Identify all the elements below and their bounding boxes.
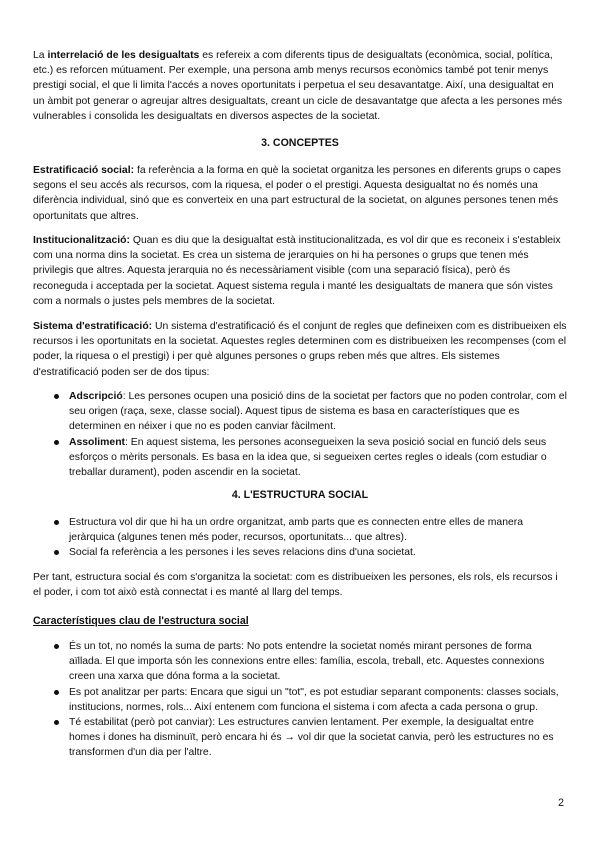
- institucionalitzacio-paragraph: Institucionalització: Quan es diu que la desigualtat està institucionalitzada, es vol dir que es reconeix i s'estableix com una norma dins la societat. Es crea un sistema de jerarquies on hi ha persones o grups que tenen més privilegis que altres. Aquesta jerarquia no és necessàriament visible (com una separació física), però és reconeguda i acceptada per la societat. Aquest sistema regula i manté les desigualtats de manera que són vistes com a normals o justes pels membres de la societat.: [33, 235, 561, 307]
- bullet-icon: [54, 644, 59, 649]
- list-item: Té estabilitat (però pot canviar): Les estructures canvien lentament. Per exemple, la desigualtat entre homes i dones ha disminuït, però encara hi és → vol dir que la societat canvia, però les estructures no es transformen d'un dia per l'altre.: [33, 715, 567, 761]
- bullet-icon: [54, 550, 59, 555]
- bullet-icon: [54, 440, 59, 445]
- estratificacio-term: Estratificació social:: [33, 165, 135, 176]
- bullet-icon: [54, 690, 59, 695]
- pertant-paragraph: Per tant, estructura social és com s'organitza la societat: com es distribueixen les persones, els rols, els recursos i el poder, i com tot això està connectat i es manté al llarg del temps.: [33, 572, 558, 599]
- list-item: És un tot, no només la suma de parts: No pots entendre la societat només mirant persones de forma aïllada. El que importa són les connexions entre elles: família, escola, treball, etc. Aquestes connexions creen una xarxa que dóna forma a la societat.: [33, 639, 567, 685]
- caracteristiques-list: [33, 639, 567, 761]
- estructura-list: [33, 515, 567, 561]
- list-item: Adscripció: Les persones ocupen una posició dins de la societat per factors que no poden controlar, com el seu origen (raça, sexe, classe social). Aquest tipus de sistema es basa en característiques que es determinen en néixer i que no es poden canviar fàcilment.: [33, 389, 567, 435]
- intro-paragraph: La interrelació de les desigualtats es refereix a com diferents tipus de desigualtats (econòmica, social, política, etc.) es reforcen mútuament. Per exemple, una persona amb menys recursos econòmics també pot tenir menys prestigi social, el que li limita l'accés a noves oportunitats i perpetua el seu desavantatge. Així, una desigualtat en un àmbit pot generar o agreujar altres desigualtats, creant un cicle de desavantatge que afecta a les persones més vulnerables i consolida les desigualtats en diversos aspectes de la societat.: [33, 50, 563, 122]
- list-item: Social fa referència a les persones i les seves relacions dins d'una societat.: [33, 545, 567, 560]
- section-4-heading: 4. L'ESTRUCTURA SOCIAL: [231, 489, 369, 501]
- bullet-icon: [54, 520, 59, 525]
- sistema-term: Sistema d'estratificació:: [33, 321, 153, 332]
- list-item: Es pot analitzar per parts: Encara que sigui un "tot", es pot estudiar separant components: classes socials, institucions, normes, rols... Així entenem com funciona el sistema i com afecta a cada persona o grup.: [33, 685, 567, 715]
- list-item: Estructura vol dir que hi ha un ordre organitzat, amb parts que es connecten entre elles de manera jeràrquica (algunes tenen més poder, recursos, oportunitats... que altres).: [33, 515, 567, 545]
- caracteristiques-heading: Característiques clau de l'estructura social: [33, 615, 249, 627]
- section-3-heading: 3. CONCEPTES: [261, 137, 339, 149]
- bullet-icon: [54, 720, 59, 725]
- bullet-icon: [54, 394, 59, 399]
- estratificacio-paragraph: Estratificació social: fa referència a la forma en què la societat organitza les persones en diferents grups o capes segons el seu accés als recursos, com la riquesa, el poder o el prestigi. Aquesta desigualtat no és només una diferència individual, sinó que es converteix en una part estructural de la societat, on algunes persones tenen més oportunitats que altres.: [33, 165, 561, 222]
- page-number: 2: [558, 797, 564, 809]
- intro-term: interrelació de les desigualtats: [47, 50, 200, 61]
- sistema-paragraph: Sistema d'estratificació: Un sistema d'estratificació és el conjunt de regles que defineixen com es distribueixen els recursos i les oportunitats en la societat. Aquestes regles determinen com es distribueixen les recompenses (com el poder, la riquesa o el prestigi) i per què algunes persones o grups reben més que altres. Els sistemes d'estratificació poden ser de dos tipus:: [33, 321, 567, 378]
- list-item: Assoliment: En aquest sistema, les persones aconsegueixen la seva posició social en funció dels seus esforços o mèrits personals. Es basa en la idea que, si segueixen certes regles o ideals (com estudiar o treballar durament), poden ascendir en la societat.: [33, 435, 567, 481]
- institucionalitzacio-term: Institucionalització:: [33, 235, 130, 246]
- tipus-list: [33, 389, 567, 480]
